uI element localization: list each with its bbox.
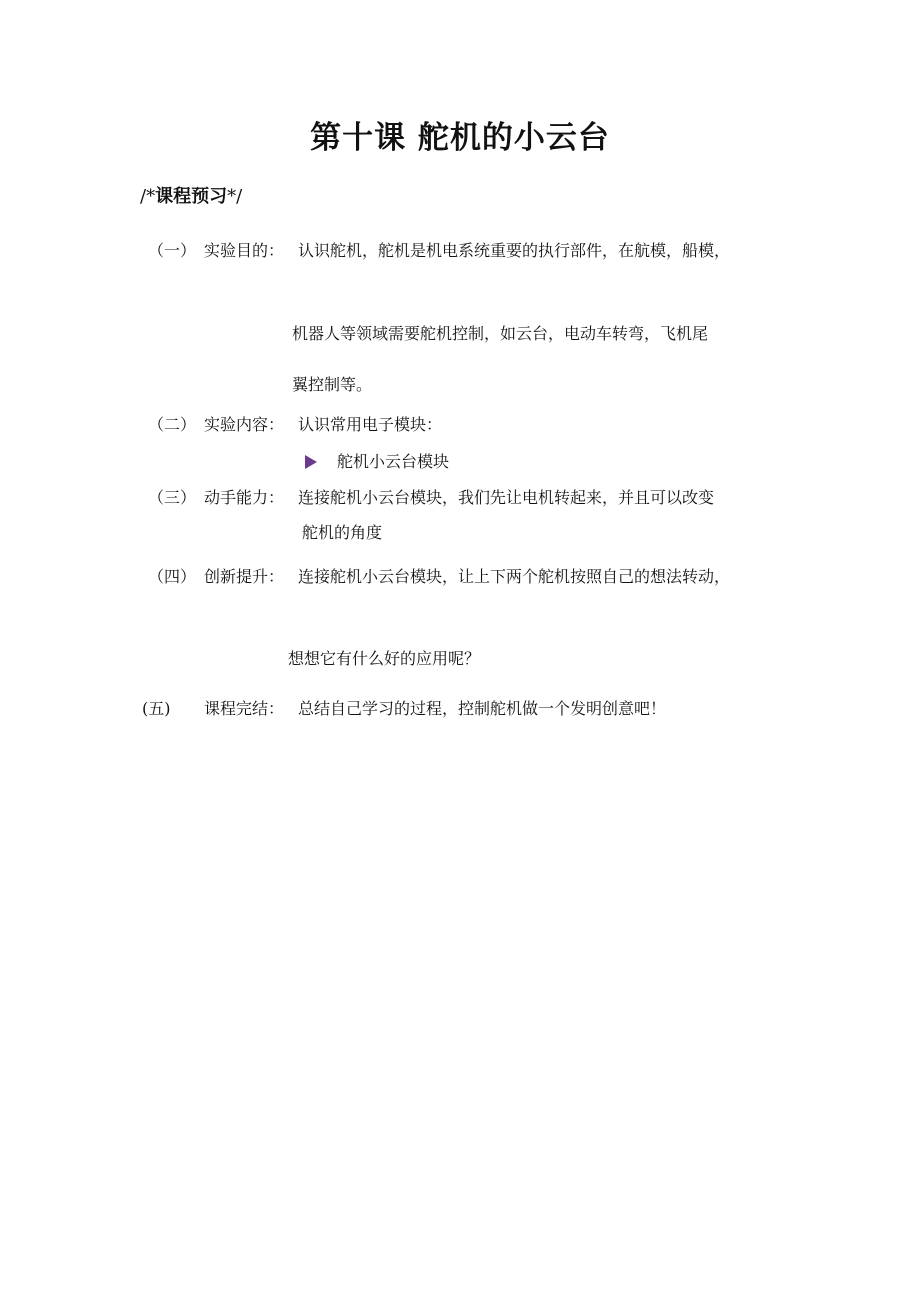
page-title: 第十课 舵机的小云台	[310, 120, 610, 156]
section-suffix: */	[227, 186, 243, 207]
item-2-label: 实验内容：	[204, 415, 285, 434]
item-3-line-1: 连接舵机小云台模块，我们先让电机转起来，并且可以改变	[298, 488, 715, 507]
item-4-label: 创新提升：	[204, 567, 285, 586]
section-prefix: /*	[140, 186, 156, 207]
section-label: 课程预习	[155, 186, 228, 207]
item-4-line-2: 想想它有什么好的应用呢？	[288, 649, 481, 668]
bullet-arrow-icon	[305, 455, 317, 469]
item-3-line-2: 舵机的角度	[302, 523, 383, 542]
item-1-line-3: 翼控制等。	[292, 375, 373, 394]
item-4-number: （四）	[148, 567, 197, 586]
item-3-number: （三）	[148, 488, 197, 507]
item-5-label: 课程完结：	[204, 699, 285, 718]
section-heading	[140, 182, 242, 208]
item-4-line-1: 连接舵机小云台模块，让上下两个舵机按照自己的想法转动，	[298, 567, 731, 586]
item-5-line-1: 总结自己学习的过程，控制舵机做一个发明创意吧！	[298, 699, 667, 718]
item-1-line-2: 机器人等领域需要舵机控制，如云台，电动车转弯，飞机尾	[292, 324, 709, 343]
item-2-bullet: 舵机小云台模块	[337, 452, 450, 471]
item-1-number: （一）	[148, 241, 197, 260]
item-2-line-1: 认识常用电子模块：	[298, 415, 443, 434]
item-5-number: (五)	[142, 699, 171, 718]
item-1-label: 实验目的：	[204, 241, 285, 260]
item-3-label: 动手能力：	[204, 488, 285, 507]
item-2-number: （二）	[148, 415, 197, 434]
item-1-line-1: 认识舵机，舵机是机电系统重要的执行部件，在航模，船模，	[298, 241, 731, 260]
